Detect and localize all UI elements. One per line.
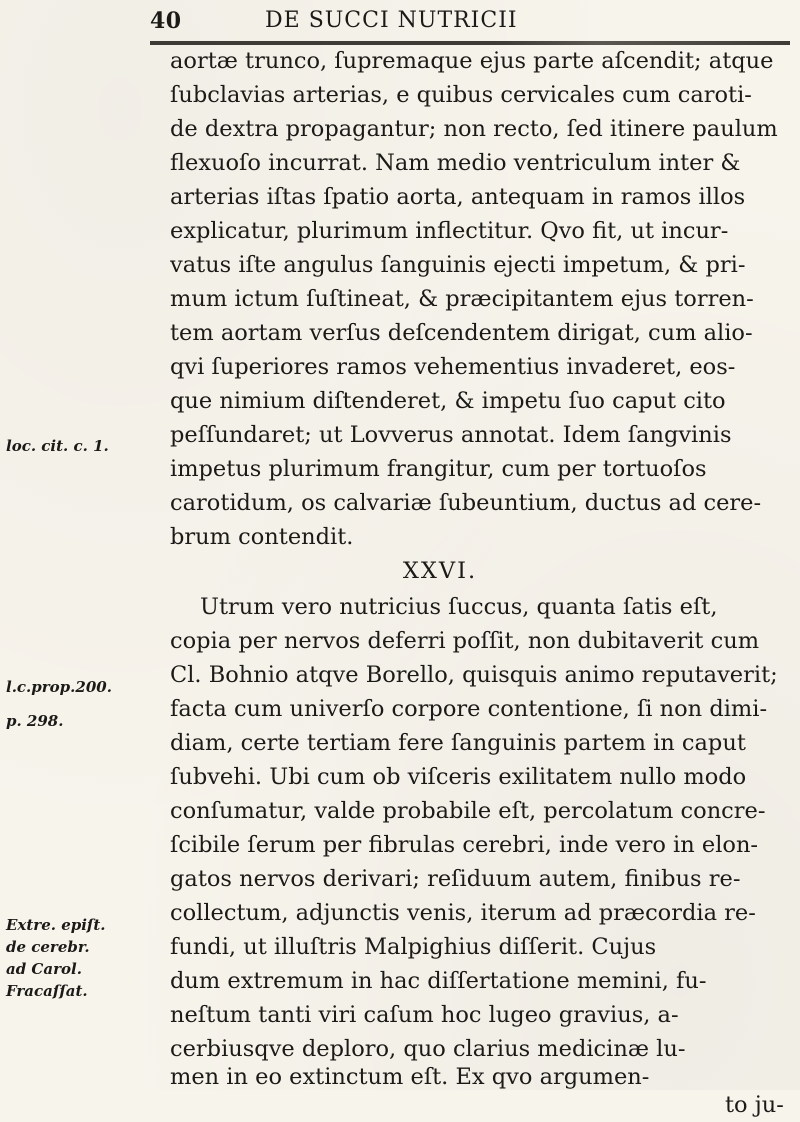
text-line: diam, certe tertiam fere ſanguinis partem in caput [170, 730, 746, 756]
text-line: collectum, adjunctis venis, iterum ad præcordia re- [170, 900, 756, 926]
text-line: de dextra propagantur; non recto, ſed itinere paulum [170, 116, 778, 142]
text-line: aortæ trunco, ſupremaque ejus parte aſcendit; atque [170, 48, 774, 74]
text-line: mum ictum ſuſtineat, & præcipitantem ejus torren- [170, 286, 754, 312]
text-line: vatus iſte angulus ſanguinis ejecti impetum, & pri- [170, 252, 746, 278]
text-line: carotidum, os calvariæ ſubeuntium, ductus ad cere- [170, 490, 762, 516]
text-line: neſtum tanti viri caſum hoc lugeo gravius, a- [170, 1002, 679, 1028]
text-line: arterias iſtas ſpatio aorta, antequam in ramos illos [170, 184, 746, 210]
margin-note-prop: l.c.prop.200. [6, 678, 112, 696]
margin-note-carol: ad Carol. [6, 960, 82, 978]
catchword: to ju- [725, 1092, 784, 1118]
text-line: facta cum univerſo corpore contentione, ſi non dimi- [170, 696, 768, 722]
text-line: Utrum vero nutricius ſuccus, quanta ſatis eſt, [200, 594, 718, 620]
text-line: brum contendit. [170, 524, 354, 550]
margin-note-page: p. 298. [6, 712, 64, 730]
text-line: que nimium diſtenderet, & impetu ſuo caput cito [170, 388, 726, 414]
margin-note-fracassat: Fracaſſat. [6, 982, 88, 1000]
text-line: conſumatur, valde probabile eſt, percolatum concre- [170, 798, 766, 824]
page-header [150, 6, 790, 42]
text-line: tem aortam verſus deſcendentem dirigat, cum alio- [170, 320, 753, 346]
text-line: ſubclavias arterias, e quibus cervicales cum caroti- [170, 82, 752, 108]
text-line: peſſundaret; ut Lovverus annotat. Idem ſangvinis [170, 422, 732, 448]
section-heading: XXVI. [402, 558, 478, 584]
text-line: explicatur, plurimum inflectitur. Qvo fit, ut incur- [170, 218, 729, 244]
text-line: impetus plurimum frangitur, cum per tortuoſos [170, 456, 707, 482]
margin-note-epist: Extre. epiſt. [6, 916, 106, 934]
text-line: fundi, ut illuſtris Malpighius diſſerit. Cujus [170, 934, 657, 960]
text-line: dum extremum in hac diſſertatione memini, fu- [170, 968, 707, 994]
text-line: ſcibile ſerum per fibrulas cerebri, inde vero in elon- [170, 832, 759, 858]
page-number: 40 [150, 8, 182, 34]
text-line: flexuoſo incurrat. Nam medio ventriculum inter & [170, 150, 741, 176]
text-line: copia per nervos deferri poſſit, non dubitaverit cum [170, 628, 760, 654]
text-line: cerbiusqve deploro, quo clarius medicinæ lu- [170, 1036, 686, 1062]
running-head: DE SUCCI NUTRICII [265, 8, 518, 33]
margin-note-cerebr: de cerebr. [6, 938, 90, 956]
text-line: ſubvehi. Ubi cum ob viſceris exilitatem nullo modo [170, 764, 747, 790]
text-line: men in eo extinctum eſt. Ex qvo argumen- [170, 1064, 650, 1090]
text-line: Cl. Bohnio atqve Borello, quisquis animo reputaverit; [170, 662, 778, 688]
text-line: qvi ſuperiores ramos vehementius invaderet, eos- [170, 354, 736, 380]
margin-note-loc-cit: loc. cit. c. 1. [6, 437, 109, 455]
text-line: gatos nervos derivari; reſiduum autem, finibus re- [170, 866, 741, 892]
